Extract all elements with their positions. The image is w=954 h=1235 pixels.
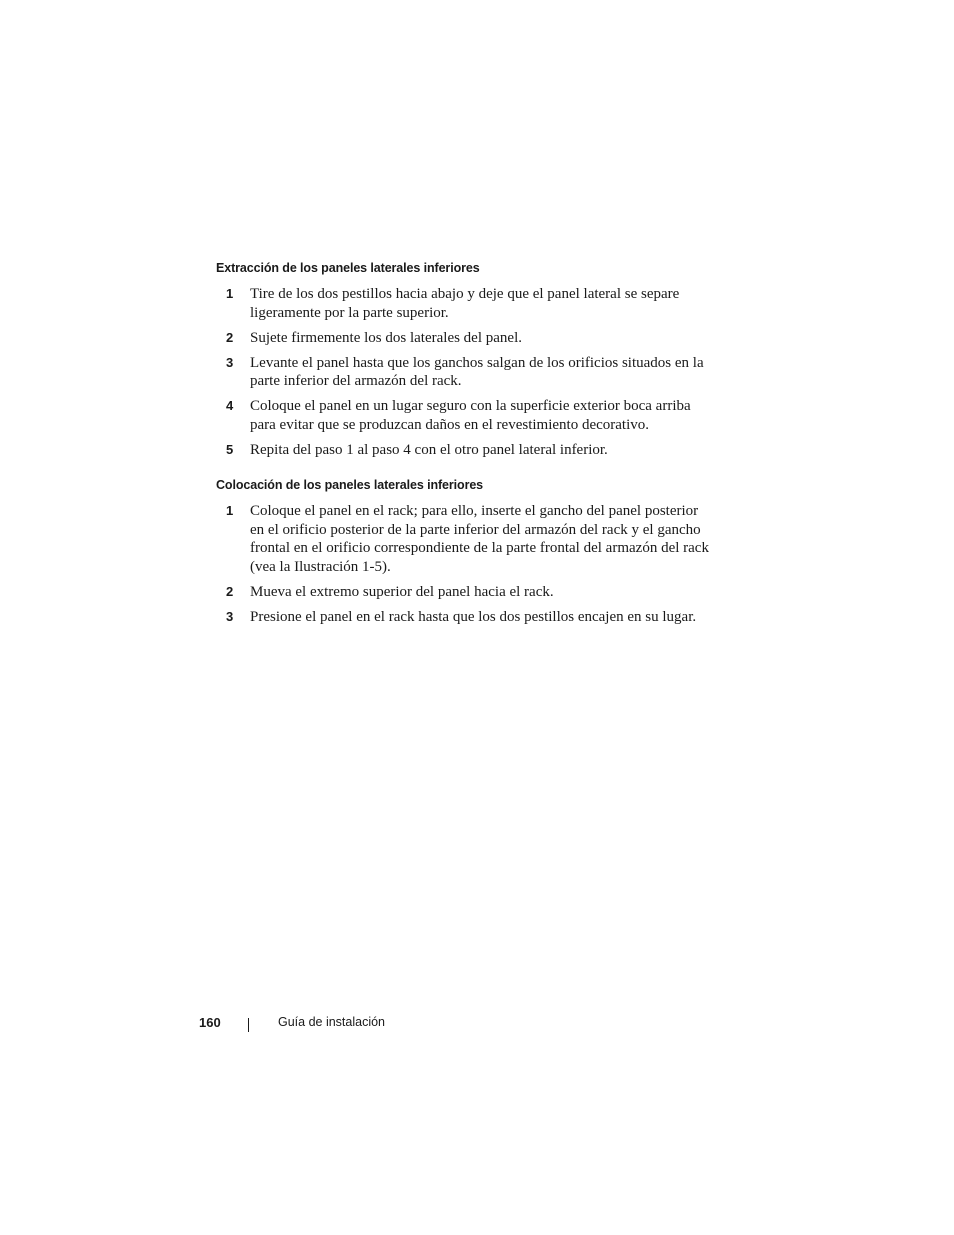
step-number: 5 (226, 441, 234, 457)
section-removal (216, 260, 716, 466)
footer-divider (248, 1018, 249, 1032)
step-item (216, 354, 716, 391)
section-installation (216, 477, 716, 633)
step-text: Coloque el panel en un lugar seguro con la superficie exterior boca arriba para evitar que se produzcan daños en el revestimiento decorativo. (250, 398, 691, 433)
step-number: 2 (226, 583, 234, 599)
step-text: Presione el panel en el rack hasta que los dos pestillos encajen en su lugar. (250, 608, 697, 625)
step-number: 1 (226, 503, 234, 518)
step-text: Sujete firmemente los dos laterales del panel. (250, 329, 522, 346)
step-number: 1 (226, 286, 234, 301)
step-item (216, 285, 716, 322)
step-item (216, 441, 716, 460)
step-text: Levante el panel hasta que los ganchos salgan de los orificios situados en la parte inferior del armazón del rack. (250, 354, 704, 389)
page-number: 160 (199, 1015, 221, 1030)
footer-title: Guía de instalación (278, 1015, 386, 1029)
step-number: 3 (226, 354, 234, 370)
step-item (216, 583, 716, 602)
step-text: Tire de los dos pestillos hacia abajo y deje que el panel lateral se separe ligeramente por la parte superior. (250, 286, 680, 321)
step-text: Coloque el panel en el rack; para ello, inserte el gancho del panel posterior en el orificio posterior de la parte inferior del armazón del rack y el gancho frontal en el orificio correspondiente de la parte frontal del armazón del rack (vea la Ilustración 1-5). (250, 503, 709, 575)
step-list (216, 285, 716, 459)
step-list (216, 502, 716, 626)
step-item (216, 329, 716, 348)
step-text: Repita del paso 1 al paso 4 con el otro panel lateral inferior. (250, 441, 608, 458)
step-number: 3 (226, 608, 234, 624)
step-item (216, 608, 716, 627)
step-number: 2 (226, 329, 234, 345)
step-number: 4 (226, 398, 234, 413)
section-heading: Extracción de los paneles laterales inferiores (216, 261, 480, 275)
step-item (216, 502, 716, 576)
section-heading: Colocación de los paneles laterales inferiores (216, 478, 484, 492)
step-item (216, 397, 716, 434)
step-text: Mueva el extremo superior del panel hacia el rack. (250, 583, 554, 600)
